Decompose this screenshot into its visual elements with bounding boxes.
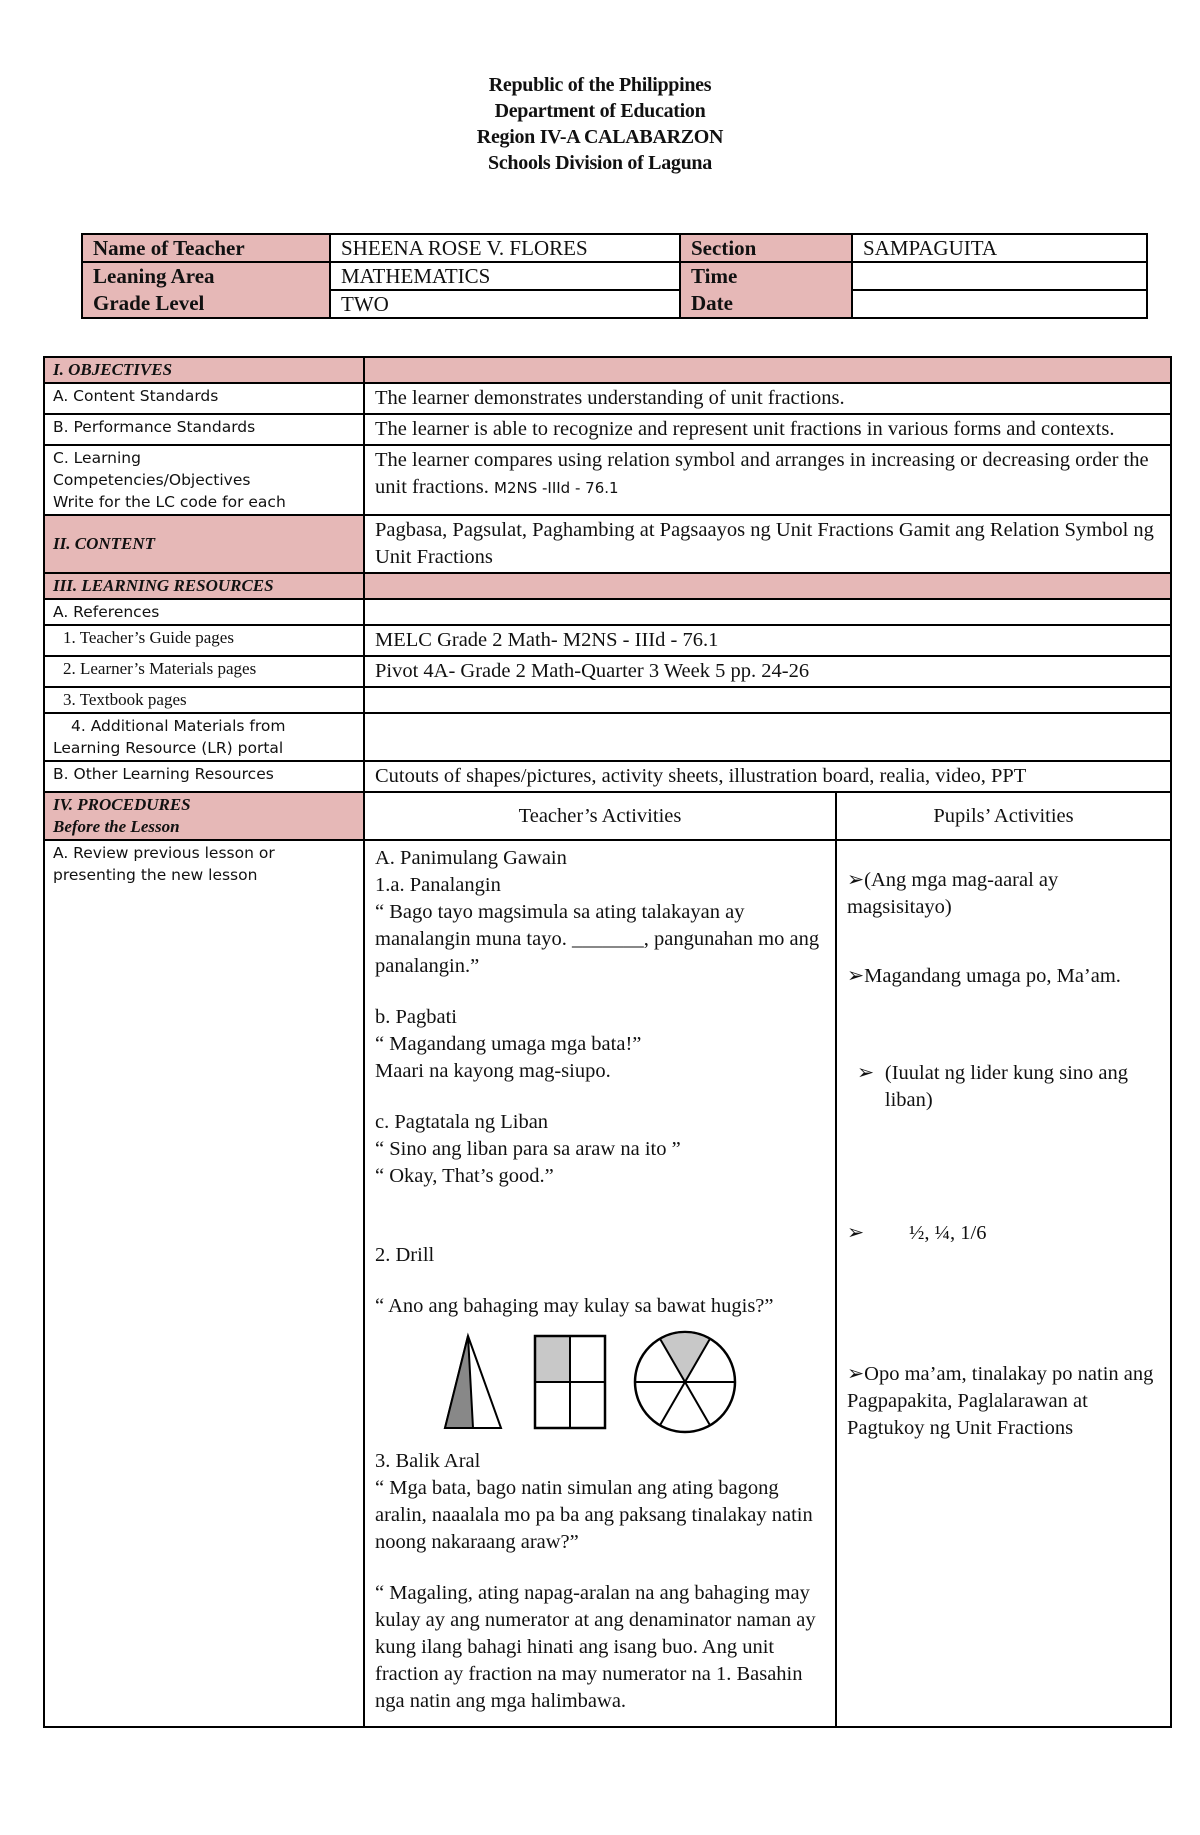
pupil-activities (836, 840, 1171, 1727)
other-value: Cutouts of shapes/pictures, activity sheets, illustration board, realia, video, PPT (364, 761, 1171, 792)
content-standards: The learner demonstrates understanding of unit fractions. (364, 383, 1171, 414)
grade-value: TWO (330, 290, 680, 318)
area-label: Leaning Area (82, 262, 330, 290)
time-value (852, 262, 1147, 290)
area-value: MATHEMATICS (330, 262, 680, 290)
performance-label: B. Performance Standards (44, 414, 364, 445)
procedures-heading (44, 792, 364, 840)
competencies-label-line3: Write for the LC code for each (53, 493, 286, 511)
pupil-response-5: ➢Opo ma’am, tinalakay po natin ang Pagpapakita, Paglalarawan at Pagtukoy ng Unit Fractions (847, 1363, 1154, 1439)
pupil-activities-header: Pupils’ Activities (836, 792, 1171, 840)
review-label-line1: A. Review previous lesson or (53, 844, 275, 862)
additional-label (44, 713, 364, 761)
grade-label: Grade Level (82, 290, 330, 318)
pupil-response-4 (847, 1220, 1160, 1247)
review-label (44, 840, 364, 1727)
content-heading: II. CONTENT (44, 515, 364, 573)
lm-value: Pivot 4A- Grade 2 Math-Quarter 3 Week 5 pp. 24-26 (364, 656, 1171, 687)
resources-blank (364, 573, 1171, 599)
panimulang-gawain: A. Panimulang Gawain (375, 847, 567, 869)
arrow-bullet-icon: ➢ (847, 1222, 865, 1244)
panalangin: 1.a. Panalangin (375, 874, 501, 896)
tg-label: 1. Teacher’s Guide pages (44, 625, 364, 656)
section-value: SAMPAGUITA (852, 234, 1147, 262)
other-label: B. Other Learning Resources (44, 761, 364, 792)
drill-question: “ Ano ang bahaging may kulay sa bawat hugis?” (375, 1295, 774, 1317)
teacher-value: SHEENA ROSE V. FLORES (330, 234, 680, 262)
teacher-label: Name of Teacher (82, 234, 330, 262)
triangle-shape (445, 1336, 501, 1428)
resources-heading: III. LEARNING RESOURCES (44, 573, 364, 599)
header-region: Region IV-A CALABARZON (476, 126, 724, 148)
lm-label: 2. Learner’s Materials pages (44, 656, 364, 687)
date-label: Date (680, 290, 852, 318)
document-header (0, 72, 1200, 176)
content-standards-label: A. Content Standards (44, 383, 364, 414)
teacher-activities (364, 840, 836, 1727)
pagtatala: c. Pagtatala ng Liban (375, 1111, 549, 1133)
competencies-code: M2NS -IIId - 76.1 (494, 479, 619, 497)
textbook-label: 3. Textbook pages (44, 687, 364, 713)
content-text: Pagbasa, Pagsulat, Paghambing at Pagsaayos ng Unit Fractions Gamit ang Relation Symbol ng Unit Fractions (364, 515, 1171, 573)
header-department: Department of Education (494, 100, 706, 122)
performance-standards: The learner is able to recognize and represent unit fractions in various forms and contexts. (364, 414, 1171, 445)
panalangin-text: “ Bago tayo magsimula sa ating talakayan ay manalangin muna tayo. _______, pangunahan mo ang panalangin.” (375, 901, 820, 977)
pagtatala-text-2: “ Okay, That’s good.” (375, 1165, 554, 1187)
fraction-shapes (435, 1328, 825, 1438)
textbook-value (364, 687, 1171, 713)
lesson-plan-table (43, 356, 1172, 1728)
pupil-response-3 (847, 1060, 1160, 1114)
date-value (852, 290, 1147, 318)
arrow-bullet-icon: ➢ (857, 1062, 875, 1084)
pupil-response-3-text: (Iuulat ng lider kung sino ang liban) (884, 1062, 1128, 1111)
tg-value: MELC Grade 2 Math- M2NS - IIId - 76.1 (364, 625, 1171, 656)
competencies-text: The learner compares using relation symbol and arranges in increasing or decreasing order the unit fractions. (375, 449, 1149, 498)
pupil-response-4-text: ½, ¼, 1/6 (909, 1222, 987, 1244)
references-blank (364, 599, 1171, 625)
header-division: Schools Division of Laguna (488, 152, 712, 174)
additional-value (364, 713, 1171, 761)
review-label-line2: presenting the new lesson (53, 866, 258, 884)
pagbati-text: “ Magandang umaga mga bata!” (375, 1033, 642, 1055)
teacher-activities-header: Teacher’s Activities (364, 792, 836, 840)
pagbati-text-2: Maari na kayong mag-siupo. (375, 1060, 611, 1082)
balik-aral-answer: “ Magaling, ating napag-aralan na ang bahaging may kulay ay ang numerator at ang denaminator naman ay kung ilang bahagi hinati ang isang buo. Ang unit fraction ay fraction na may numerator na 1. Basahin nga natin ang mga halimbawa. (375, 1582, 816, 1712)
header-republic: Republic of the Philippines (488, 74, 712, 96)
balik-aral-question: “ Mga bata, bago natin simulan ang ating bagong aralin, naaalala mo pa ba ang paksang tinalakay natin noong nakaraang araw?” (375, 1477, 813, 1553)
before-lesson-label: Before the Lesson (53, 817, 180, 836)
procedures-label: IV. PROCEDURES (53, 795, 191, 814)
pagbati: b. Pagbati (375, 1006, 457, 1028)
competencies-label-line2: Competencies/Objectives (53, 471, 251, 489)
references-label: A. References (44, 599, 364, 625)
competencies (364, 445, 1171, 515)
additional-label-line1: 4. Additional Materials from (71, 717, 286, 735)
pupil-response-2: ➢Magandang umaga po, Ma’am. (847, 965, 1121, 987)
additional-label-line2: Learning Resource (LR) portal (53, 739, 284, 757)
balik-aral: 3. Balik Aral (375, 1450, 481, 1472)
time-label: Time (680, 262, 852, 290)
square-shape (535, 1336, 605, 1428)
competencies-label (44, 445, 364, 515)
objectives-blank (364, 357, 1171, 383)
pagtatala-text: “ Sino ang liban para sa araw na ito ” (375, 1138, 681, 1160)
circle-shape (635, 1332, 735, 1432)
teacher-info-table (81, 233, 1148, 319)
competencies-label-line1: C. Learning (53, 449, 141, 467)
pupil-response-1: ➢(Ang mga mag-aaral ay magsisitayo) (847, 869, 1059, 918)
drill: 2. Drill (375, 1244, 435, 1266)
section-label: Section (680, 234, 852, 262)
objectives-heading: I. OBJECTIVES (44, 357, 364, 383)
